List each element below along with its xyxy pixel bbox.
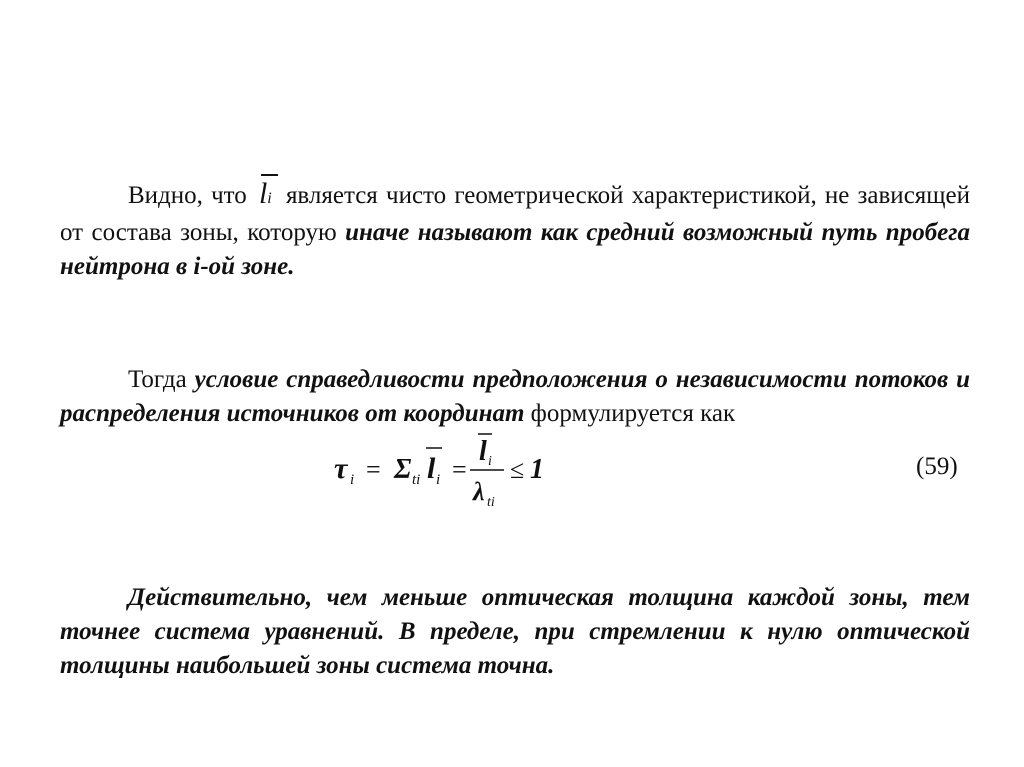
l-sub: i — [436, 472, 441, 488]
l-symbol: l — [427, 452, 436, 485]
mean-chord-symbol — [259, 177, 272, 216]
sigma-symbol: Σ — [394, 454, 412, 485]
paragraph-condition — [60, 363, 970, 431]
paragraph-conclusion — [60, 581, 970, 683]
numerator-l: l — [479, 436, 487, 467]
p2-rest: формулируется как — [530, 400, 736, 427]
denominator-lambda: λ — [473, 477, 485, 506]
equals-sign-2: = — [452, 455, 467, 484]
formula-59 — [330, 430, 590, 510]
p1-lead: Видно, что — [128, 182, 247, 209]
tau-sub: i — [350, 472, 355, 488]
equation-number: (59) — [916, 453, 958, 480]
equals-sign-1: = — [366, 455, 381, 484]
p2-lead: Тогда — [128, 366, 187, 393]
paragraph-mean-free-path — [60, 177, 970, 284]
symbol-base: l — [258, 177, 268, 210]
sigma-sub: ti — [412, 472, 421, 488]
overline — [261, 174, 278, 176]
p2-emphasis: условие справедливости предположения о независимости потоков и распределения источников от координат — [60, 366, 971, 427]
p3-emphasis: Действительно, чем меньше оптическая толщина каждой зоны, тем точнее система уравнений. В пределе, при стремлении к нулю оптической толщины наибольшей зоны система точна. — [60, 584, 970, 679]
denominator-sub: ti — [487, 495, 495, 510]
p1-end: . — [288, 253, 295, 280]
one: 1 — [530, 454, 544, 485]
numerator-sub: i — [488, 454, 492, 469]
tau-symbol: τ — [334, 452, 348, 485]
symbol-sub: i — [267, 190, 272, 207]
p1-rest: является чисто геометрической характеристикой, не зависящей от состава зоны, которую — [60, 182, 971, 246]
leq-sign: ≤ — [510, 455, 525, 484]
p1-emphasis: иначе называют как средний возможный путь пробега нейтрона в i-ой зоне — [60, 219, 970, 280]
